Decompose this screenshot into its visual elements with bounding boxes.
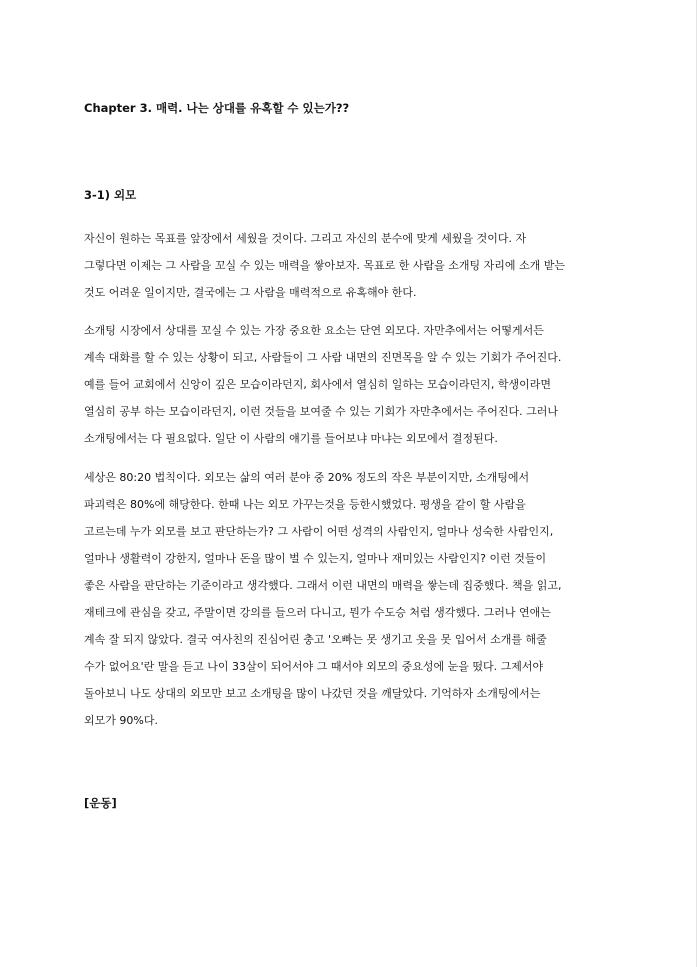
paragraph-line: 외모가 90%다. — [84, 714, 158, 727]
subheading-exercise: [운동] — [84, 796, 117, 810]
paragraph-line: 계속 잘 되지 않았다. 결국 여사친의 진심어린 충고 '오빠는 못 생기고 옷을 못 입어서 소개를 해줄 — [84, 633, 547, 646]
paragraph-line: 것도 어려운 일이지만, 결국에는 그 사람을 매력적으로 유혹해야 한다. — [84, 286, 417, 299]
paragraph-1 — [84, 225, 624, 306]
paragraph-line: 수가 없어요'란 말을 듣고 나이 33살이 되어서야 그 때서야 외모의 중요성에 눈을 떴다. 그제서야 — [84, 660, 544, 673]
paragraph-line: 세상은 80:20 법칙이다. 외모는 삶의 여러 분야 중 20% 정도의 작은 부분이지만, 소개팅에서 — [84, 471, 530, 484]
paragraph-line: 좋은 사람을 판단하는 기준이라고 생각했다. 그래서 이런 내면의 매력을 쌓는데 집중했다. 책을 읽고, — [84, 579, 562, 592]
chapter-title: Chapter 3. 매력. 나는 상대를 유혹할 수 있는가?? — [84, 101, 350, 115]
paragraph-line: 파괴력은 80%에 해당한다. 한때 나는 외모 가꾸는것을 등한시했었다. 평생을 같이 할 사람을 — [84, 498, 526, 511]
paragraph-line: 돌아보니 나도 상대의 외모만 보고 소개팅을 많이 나갔던 것을 깨달았다. 기억하자 소개팅에서는 — [84, 687, 541, 700]
paragraph-line: 계속 대화를 할 수 있는 상황이 되고, 사람들이 그 사람 내면의 진면목을 알 수 있는 기회가 주어진다. — [84, 351, 562, 364]
section-title: 3-1) 외모 — [84, 188, 137, 202]
paragraph-line: 소개팅 시장에서 상대를 꼬실 수 있는 가장 중요한 요소는 단연 외모다. 자만추에서는 어떻게서든 — [84, 324, 544, 337]
paragraph-line: 자신이 원하는 목표를 앞장에서 세웠을 것이다. 그리고 자신의 분수에 맞게 세웠을 것이다. 자 — [84, 232, 527, 245]
paragraph-3 — [84, 464, 624, 734]
paragraph-line: 예를 들어 교회에서 신앙이 깊은 모습이라던지, 회사에서 열심히 일하는 모습이라던지, 학생이라면 — [84, 378, 551, 391]
paragraph-line: 재테크에 관심을 갖고, 주말이면 강의를 들으러 다니고, 뭔가 수도승 처럼 생각했다. 그러나 연애는 — [84, 606, 551, 619]
paragraph-line: 고르는데 누가 외모를 보고 판단하는가? 그 사람이 어떤 성격의 사람인지, 얼마나 성숙한 사람인지, — [84, 525, 554, 538]
paragraph-line: 소개팅에서는 다 필요없다. 일단 이 사람의 얘기를 들어보냐 마냐는 외모에서 결정된다. — [84, 432, 498, 445]
paragraph-line: 열심히 공부 하는 모습이라던지, 이런 것들을 보여줄 수 있는 기회가 자만추에서는 주어진다. 그러나 — [84, 405, 558, 418]
paragraph-line: 그렇다면 이제는 그 사람을 꼬실 수 있는 매력을 쌓아보자. 목표로 한 사람을 소개팅 자리에 소개 받는 — [84, 259, 565, 272]
paragraph-2 — [84, 317, 624, 452]
paragraph-line: 얼마나 생활력이 강한지, 얼마나 돈을 많이 벌 수 있는지, 얼마나 재미있는 사람인지? 이런 것들이 — [84, 552, 547, 565]
